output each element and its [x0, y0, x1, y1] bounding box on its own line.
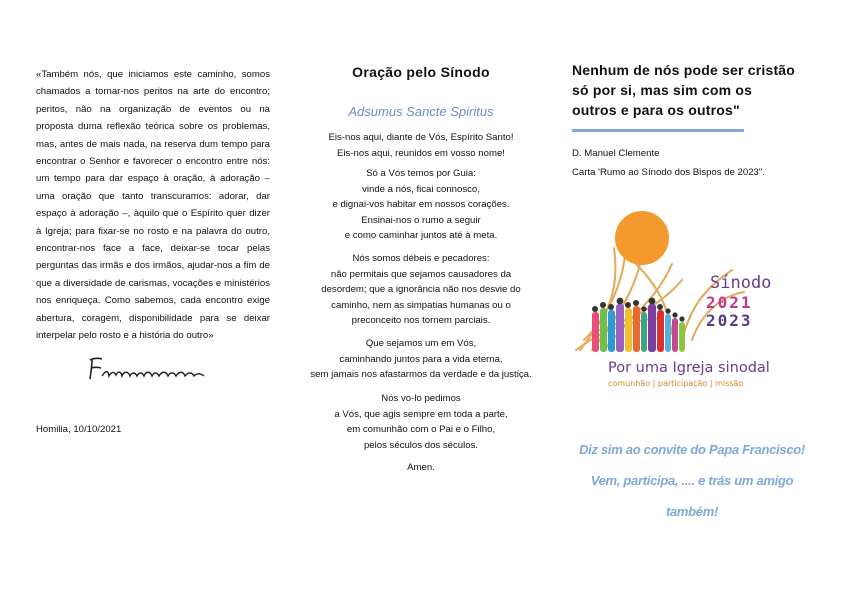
divider	[572, 129, 744, 132]
sun-icon	[615, 211, 669, 265]
letter-reference: Carta 'Rumo ao Sínodo dos Bispos de 2023".	[572, 167, 765, 178]
prayer-line: Nós somos débeis e pecadores:	[352, 253, 490, 264]
prayer-line: e como caminhar juntos até à meta.	[344, 230, 498, 241]
headline-line: só por si, mas sim com os	[572, 82, 753, 98]
logo-keywords: comunhão | participação | missão	[608, 379, 744, 388]
prayer-line: Eis-nos aqui, diante de Vós, Espírito Santo!	[328, 132, 514, 143]
prayer-stanza	[300, 391, 542, 453]
prayer-line: Nós vo-lo pedimos	[381, 393, 461, 404]
headline	[572, 60, 812, 120]
prayer-line: a Vós, que agis sempre em toda a parte,	[334, 408, 508, 420]
prayer-stanza	[300, 166, 542, 244]
prayer-line: Só a Vós temos por Guia:	[366, 168, 476, 179]
prayer-stanza	[300, 336, 542, 383]
prayer-line: Que sejamos um em Vós,	[365, 338, 477, 349]
prayer-line: pelos séculos dos séculos.	[363, 439, 479, 451]
prayer-line: caminho, nem as simpatias humanas ou o	[331, 299, 511, 311]
prayer-line: vinde a nós, ficai connosco,	[362, 183, 480, 195]
prayer-stanza	[300, 251, 542, 329]
invitation-line: Diz sim ao convite do Papa Francisco!	[579, 442, 805, 457]
logo-tagline: Por uma Igreja sinodal	[608, 360, 770, 376]
headline-line: outros e para os outros"	[572, 102, 740, 118]
homily-date: Homilia, 10/10/2021	[36, 424, 122, 435]
author: D. Manuel Clemente	[572, 148, 660, 159]
franciscus-signature	[80, 352, 240, 386]
prayer-title: Oração pelo Sínodo	[352, 64, 490, 80]
prayer-stanza	[300, 460, 542, 476]
prayer-line: Amen.	[407, 462, 435, 473]
prayer-line: preconceito nos tornem parciais.	[351, 315, 491, 326]
prayer-line: sem jamais nos afastarmos da verdade e da justiça.	[310, 369, 532, 380]
prayer-line: em comunhão com o Pai e o Filho,	[346, 424, 496, 435]
logo-year-end: 2023	[706, 311, 753, 330]
headline-line: Nenhum de nós pode ser cristão	[572, 62, 796, 78]
logo-year-start: 2021	[706, 293, 753, 312]
prayer-line: Ensinai-nos o rumo a seguir	[361, 214, 481, 226]
pope-quote: «Também nós, que iniciamos este caminho, somos chamados a tornar-nos peritos na arte do encontro; peritos, não na organização de eventos ou na proposta duma reflexão teórica sobre os problemas, mas, antes de mais nada, na reserva dum tempo para encontrar o Senhor e favorecer o encontro entre nós: um tempo para dar espaço à oração, à adoração – uma oração que tanto transcuramos: adorar, dar espaço à adoração –, àquilo que o Espírito quer dizer à Igreja; para fixar-se no rosto e na palavra do outro, encontrar-nos face a face, deixar-se tocar pelas perguntas das irmãs e dos irmãos, ajudar-nos a fim de que a diversidade de carismas, vocações e ministérios nos enriqueça. Como sabemos, cada encontro exige abertura, coragem, disponibilidade para se deixar interpelar pelo rosto e a história do outro»	[36, 69, 270, 342]
invitation-line: Vem, participa, .... e trás um amigo	[590, 473, 794, 488]
invitation-line: também!	[665, 504, 719, 519]
invitation	[572, 434, 812, 527]
logo-word: Sínodo	[710, 273, 772, 293]
prayer-line: e dignai-vos habitar em nossos corações.	[332, 199, 510, 210]
prayer-line: Eis-nos aqui, reunidos em vosso nome!	[337, 147, 505, 159]
prayer-stanza	[300, 130, 542, 161]
prayer-subtitle: Adsumus Sancte Spiritus	[348, 104, 494, 119]
left-column	[36, 66, 270, 345]
prayer-line: desordem; que a ignorância não nos desvie do	[321, 284, 521, 295]
synod-logo	[572, 200, 812, 400]
prayer-line: caminhando juntos para a vida eterna,	[339, 353, 503, 365]
prayer-line: não permitais que sejamos causadores da	[330, 268, 512, 280]
